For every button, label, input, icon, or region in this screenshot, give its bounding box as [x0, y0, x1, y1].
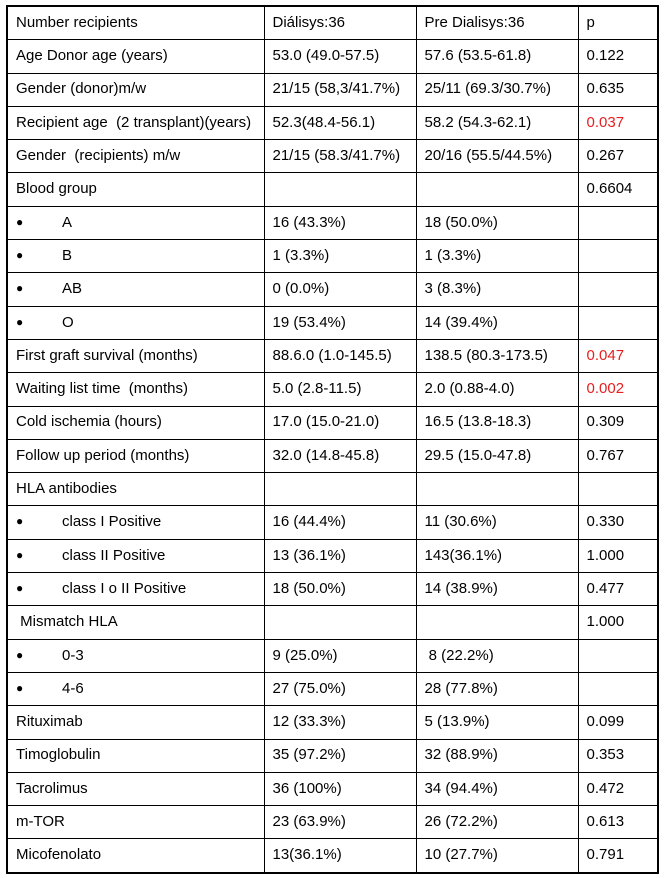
p-value-cell — [578, 206, 658, 239]
row-label-cell: m-TOR — [7, 806, 264, 839]
pre-dialisys-value-cell: 20/16 (55.5/44.5%) — [416, 140, 578, 173]
row-label: B — [62, 246, 73, 264]
bullet-icon: ● — [16, 514, 24, 529]
dialisys-value-cell — [264, 606, 416, 639]
row-label-cell — [7, 240, 264, 273]
table-row — [7, 373, 658, 406]
table-row — [7, 206, 658, 239]
dialisys-value-cell: 23 (63.9%) — [264, 806, 416, 839]
table-row — [7, 739, 658, 772]
p-value-cell: 1.000 — [578, 539, 658, 572]
dialisys-value-cell: Diálisys:36 — [264, 6, 416, 40]
bullet-icon: ● — [16, 580, 24, 595]
row-label-cell — [7, 206, 264, 239]
dialisys-value-cell: 32.0 (14.8-45.8) — [264, 439, 416, 472]
table-row — [7, 73, 658, 106]
row-label-cell — [7, 506, 264, 539]
dialisys-value-cell: 21/15 (58,3/41.7%) — [264, 73, 416, 106]
p-value-cell: 0.791 — [578, 839, 658, 873]
dialisys-value-cell: 13(36.1%) — [264, 839, 416, 873]
p-value-cell: 0.122 — [578, 40, 658, 73]
p-value-cell: 0.613 — [578, 806, 658, 839]
table-row — [7, 639, 658, 672]
p-value-cell — [578, 639, 658, 672]
dialisys-value-cell: 16 (43.3%) — [264, 206, 416, 239]
row-label: O — [62, 313, 74, 331]
p-value-cell: 0.047 — [578, 339, 658, 372]
pre-dialisys-value-cell: 29.5 (15.0-47.8) — [416, 439, 578, 472]
table-row — [7, 173, 658, 206]
table-row — [7, 772, 658, 805]
row-label: A — [62, 213, 73, 231]
row-label-cell — [7, 273, 264, 306]
table-row — [7, 339, 658, 372]
table-row — [7, 539, 658, 572]
row-label-cell: Cold ischemia (hours) — [7, 406, 264, 439]
table-row — [7, 6, 658, 40]
row-label: 4-6 — [62, 679, 84, 697]
table-row — [7, 473, 658, 506]
dialisys-value-cell — [264, 173, 416, 206]
row-label-cell: Follow up period (months) — [7, 439, 264, 472]
dialisys-value-cell: 18 (50.0%) — [264, 573, 416, 606]
pre-dialisys-value-cell: 5 (13.9%) — [416, 706, 578, 739]
table-row — [7, 406, 658, 439]
dialisys-value-cell: 1 (3.3%) — [264, 240, 416, 273]
pre-dialisys-value-cell: 14 (38.9%) — [416, 573, 578, 606]
comparison-table — [6, 5, 659, 874]
dialisys-value-cell: 16 (44.4%) — [264, 506, 416, 539]
pre-dialisys-value-cell: 14 (39.4%) — [416, 306, 578, 339]
pre-dialisys-value-cell: 18 (50.0%) — [416, 206, 578, 239]
p-value-cell: 0.767 — [578, 439, 658, 472]
row-label: class I Positive — [62, 513, 162, 531]
row-label-cell: First graft survival (months) — [7, 339, 264, 372]
pre-dialisys-value-cell: 28 (77.8%) — [416, 672, 578, 705]
bullet-icon: ● — [16, 281, 24, 296]
table-row — [7, 573, 658, 606]
p-value-cell: 0.037 — [578, 106, 658, 139]
row-label-cell: Age Donor age (years) — [7, 40, 264, 73]
p-value-cell: 0.635 — [578, 73, 658, 106]
dialisys-value-cell: 0 (0.0%) — [264, 273, 416, 306]
row-label: class II Positive — [62, 546, 166, 564]
dialisys-value-cell: 53.0 (49.0-57.5) — [264, 40, 416, 73]
p-value-cell: 0.353 — [578, 739, 658, 772]
table-row — [7, 40, 658, 73]
dialisys-value-cell: 88.6.0 (1.0-145.5) — [264, 339, 416, 372]
row-label-cell: Waiting list time (months) — [7, 373, 264, 406]
row-label-cell: Tacrolimus — [7, 772, 264, 805]
row-label-cell — [7, 539, 264, 572]
p-value-cell: 0.6604 — [578, 173, 658, 206]
row-label-cell: Blood group — [7, 173, 264, 206]
pre-dialisys-value-cell: 1 (3.3%) — [416, 240, 578, 273]
p-value-cell: 0.330 — [578, 506, 658, 539]
row-label-cell: Recipient age (2 transplant)(years) — [7, 106, 264, 139]
pre-dialisys-value-cell: 34 (94.4%) — [416, 772, 578, 805]
row-label-cell: Gender (recipients) m/w — [7, 140, 264, 173]
pre-dialisys-value-cell: Pre Dialisys:36 — [416, 6, 578, 40]
pre-dialisys-value-cell: 25/11 (69.3/30.7%) — [416, 73, 578, 106]
table-row — [7, 273, 658, 306]
pre-dialisys-value-cell: 16.5 (13.8-18.3) — [416, 406, 578, 439]
bullet-icon: ● — [16, 314, 24, 329]
table-row — [7, 706, 658, 739]
p-value-cell: 0.002 — [578, 373, 658, 406]
row-label: AB — [62, 280, 83, 298]
table-body — [7, 6, 658, 873]
row-label-cell: Gender (donor)m/w — [7, 73, 264, 106]
pre-dialisys-value-cell: 10 (27.7%) — [416, 839, 578, 873]
table-row — [7, 439, 658, 472]
row-label-cell — [7, 639, 264, 672]
table-row — [7, 806, 658, 839]
table-row — [7, 839, 658, 873]
row-label: class I o II Positive — [62, 579, 187, 597]
table-row — [7, 240, 658, 273]
pre-dialisys-value-cell: 57.6 (53.5-61.8) — [416, 40, 578, 73]
dialisys-value-cell: 9 (25.0%) — [264, 639, 416, 672]
pre-dialisys-value-cell — [416, 173, 578, 206]
pre-dialisys-value-cell: 32 (88.9%) — [416, 739, 578, 772]
pre-dialisys-value-cell: 26 (72.2%) — [416, 806, 578, 839]
bullet-icon: ● — [16, 680, 24, 695]
p-value-cell: 0.099 — [578, 706, 658, 739]
p-value-cell: 0.477 — [578, 573, 658, 606]
p-value-cell: 0.472 — [578, 772, 658, 805]
bullet-icon: ● — [16, 247, 24, 262]
row-label-cell: Mismatch HLA — [7, 606, 264, 639]
pre-dialisys-value-cell — [416, 606, 578, 639]
row-label-cell: Rituximab — [7, 706, 264, 739]
bullet-icon: ● — [16, 647, 24, 662]
dialisys-value-cell: 35 (97.2%) — [264, 739, 416, 772]
row-label-cell: Timoglobulin — [7, 739, 264, 772]
dialisys-value-cell: 21/15 (58.3/41.7%) — [264, 140, 416, 173]
table-row — [7, 140, 658, 173]
table-row — [7, 672, 658, 705]
dialisys-value-cell: 5.0 (2.8-11.5) — [264, 373, 416, 406]
table-row — [7, 306, 658, 339]
pre-dialisys-value-cell: 58.2 (54.3-62.1) — [416, 106, 578, 139]
p-value-cell — [578, 273, 658, 306]
p-value-cell — [578, 672, 658, 705]
pre-dialisys-value-cell: 11 (30.6%) — [416, 506, 578, 539]
table-row — [7, 106, 658, 139]
dialisys-value-cell — [264, 473, 416, 506]
row-label-cell — [7, 573, 264, 606]
dialisys-value-cell: 12 (33.3%) — [264, 706, 416, 739]
p-value-cell: 0.267 — [578, 140, 658, 173]
pre-dialisys-value-cell: 8 (22.2%) — [416, 639, 578, 672]
p-value-cell: 0.309 — [578, 406, 658, 439]
dialisys-value-cell: 36 (100%) — [264, 772, 416, 805]
dialisys-value-cell: 19 (53.4%) — [264, 306, 416, 339]
pre-dialisys-value-cell: 3 (8.3%) — [416, 273, 578, 306]
pre-dialisys-value-cell: 138.5 (80.3-173.5) — [416, 339, 578, 372]
dialisys-value-cell: 52.3(48.4-56.1) — [264, 106, 416, 139]
table-row — [7, 606, 658, 639]
p-value-cell — [578, 473, 658, 506]
dialisys-value-cell: 27 (75.0%) — [264, 672, 416, 705]
row-label-cell: HLA antibodies — [7, 473, 264, 506]
row-label-cell — [7, 672, 264, 705]
pre-dialisys-value-cell: 2.0 (0.88-4.0) — [416, 373, 578, 406]
bullet-icon: ● — [16, 547, 24, 562]
row-label-cell: Micofenolato — [7, 839, 264, 873]
row-label: 0-3 — [62, 646, 84, 664]
p-value-cell — [578, 240, 658, 273]
row-label-cell — [7, 306, 264, 339]
dialisys-value-cell: 17.0 (15.0-21.0) — [264, 406, 416, 439]
p-value-cell: p — [578, 6, 658, 40]
row-label-cell: Number recipients — [7, 6, 264, 40]
p-value-cell — [578, 306, 658, 339]
p-value-cell: 1.000 — [578, 606, 658, 639]
pre-dialisys-value-cell: 143(36.1%) — [416, 539, 578, 572]
bullet-icon: ● — [16, 214, 24, 229]
pre-dialisys-value-cell — [416, 473, 578, 506]
table-row — [7, 506, 658, 539]
dialisys-value-cell: 13 (36.1%) — [264, 539, 416, 572]
